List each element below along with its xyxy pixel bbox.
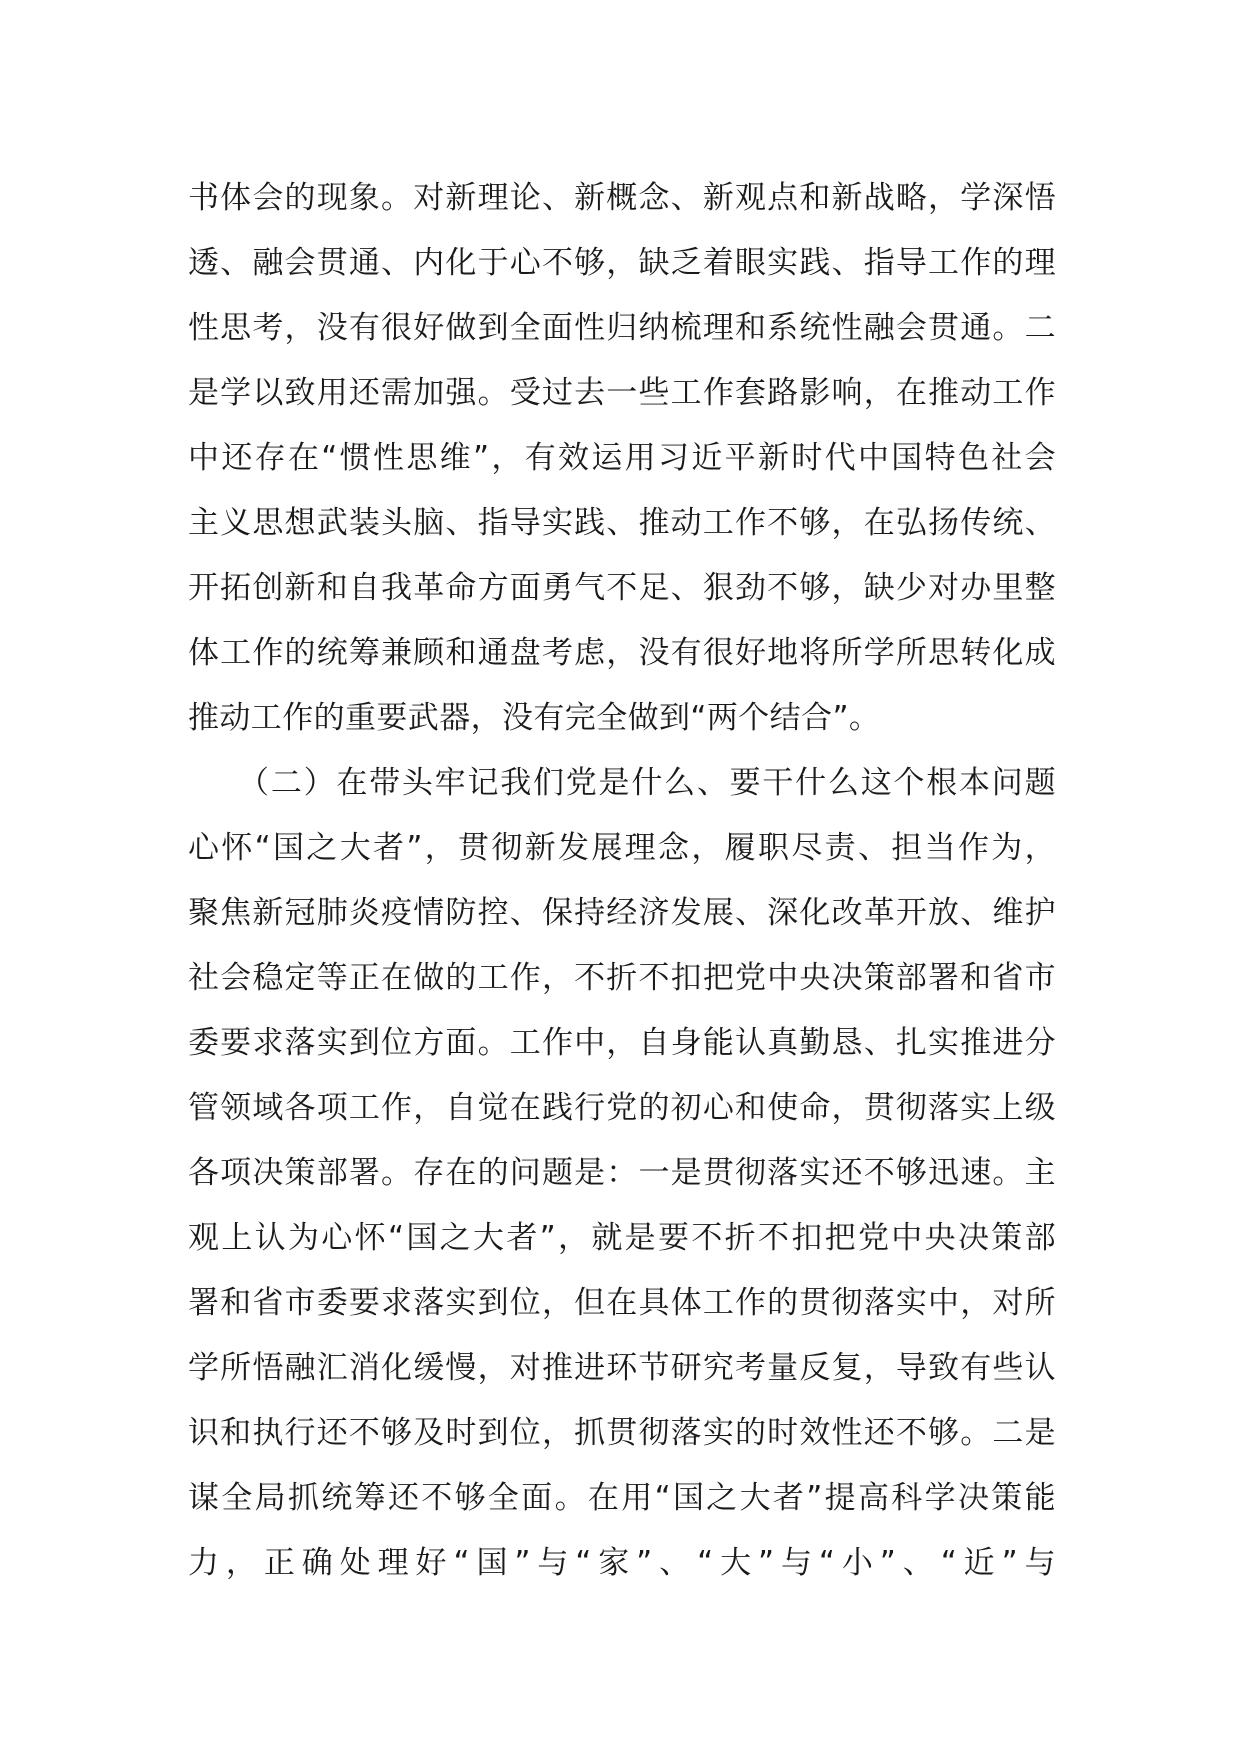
text-line: 学所悟融汇消化缓慢，对推进环节研究考量反复，导致有些认 xyxy=(188,1350,1056,1386)
text-line: 管领域各项工作，自觉在践行党的初心和使命，贯彻落实上级 xyxy=(188,1090,1056,1126)
text-line: 社会稳定等正在做的工作，不折不扣把党中央决策部署和省市 xyxy=(188,960,1056,996)
text-line: 谋全局抓统筹还不够全面。在用“国之大者”提高科学决策能 xyxy=(188,1480,1056,1516)
text-line: （二）在带头牢记我们党是什么、要干什么这个根本问题 xyxy=(188,765,1056,801)
text-line: 署和省市委要求落实到位，但在具体工作的贯彻落实中，对所 xyxy=(188,1285,1056,1321)
text-line: 体工作的统筹兼顾和通盘考虑，没有很好地将所学所思转化成 xyxy=(188,635,1056,671)
text-line: 各项决策部署。存在的问题是：一是贯彻落实还不够迅速。主 xyxy=(188,1155,1056,1191)
text-line: 开拓创新和自我革命方面勇气不足、狠劲不够，缺少对办里整 xyxy=(188,570,1056,606)
text-line: 委要求落实到位方面。工作中，自身能认真勤恳、扎实推进分 xyxy=(188,1025,1056,1061)
text-line: 是学以致用还需加强。受过去一些工作套路影响，在推动工作 xyxy=(188,375,1056,411)
text-line: 观上认为心怀“国之大者”，就是要不折不扣把党中央决策部 xyxy=(188,1220,1056,1256)
text-line: 识和执行还不够及时到位，抓贯彻落实的时效性还不够。二是 xyxy=(188,1415,1056,1451)
text-line: 中还存在“惯性思维”，有效运用习近平新时代中国特色社会 xyxy=(188,440,1056,476)
text-line: 主义思想武装头脑、指导实践、推动工作不够，在弘扬传统、 xyxy=(188,505,1056,541)
text-line: 力，正确处理好“国”与“家”、“大”与“小”、“近”与 xyxy=(188,1545,1056,1581)
text-line: 推动工作的重要武器，没有完全做到“两个结合”。 xyxy=(188,700,881,736)
text-line: 聚焦新冠肺炎疫情防控、保持经济发展、深化改革开放、维护 xyxy=(188,895,1056,931)
text-line: 心怀“国之大者”，贯彻新发展理念，履职尽责、担当作为， xyxy=(188,830,1056,866)
text-line: 透、融会贯通、内化于心不够，缺乏着眼实践、指导工作的理 xyxy=(188,245,1056,281)
text-line: 书体会的现象。对新理论、新概念、新观点和新战略，学深悟 xyxy=(188,180,1056,216)
body-text xyxy=(188,166,1056,1596)
text-line: 性思考，没有很好做到全面性归纳梳理和系统性融会贯通。二 xyxy=(188,310,1056,346)
